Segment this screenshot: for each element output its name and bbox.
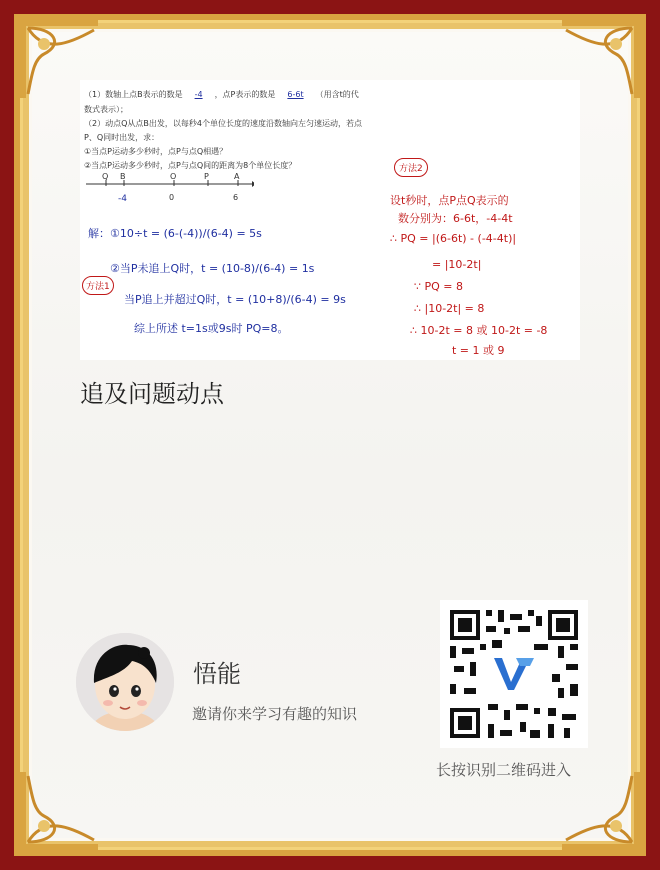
method-2-line-1: 设t秒时，点P点Q表示的 — [390, 194, 509, 207]
nl-label-b: B — [120, 172, 126, 181]
method-2-line-4: = |10-2t| — [432, 258, 482, 271]
qr-code[interactable] — [440, 600, 588, 748]
method-2-line-2: 数分别为：6-6t，-4-4t — [398, 212, 513, 225]
nl-label-p: P — [204, 172, 209, 181]
nl-value-b: -4 — [118, 194, 127, 204]
method-1-label: 方法1 — [82, 276, 114, 295]
problem-line-5: ①当点P运动多少秒时，点P与点Q相遇？ — [84, 147, 228, 156]
method-2-label: 方法2 — [394, 158, 428, 177]
solution-step-1: 解：①10÷t = (6-(-4))/(6-4) = 5s — [88, 227, 262, 240]
method-2-line-6: ∴ |10-2t| = 8 — [414, 302, 485, 315]
lesson-title: 追及问题动点 — [80, 380, 224, 408]
nl-label-a: A — [234, 172, 240, 181]
problem-line-6: ②当点P运动多少秒时，点P与点Q间的距离为8个单位长度？ — [84, 161, 297, 170]
method-2-line-7: ∴ 10-2t = 8 或 10-2t = -8 — [410, 324, 548, 337]
author-name: 悟能 — [193, 660, 241, 688]
lesson-screenshot[interactable] — [80, 80, 580, 360]
invite-text: 邀请你来学习有趣的知识 — [192, 705, 358, 723]
nl-value-a: 6 — [233, 193, 239, 202]
solution-step-3: 当P追上并超过Q时，t = (10+8)/(6-4) = 9s — [124, 293, 346, 306]
problem-line-3: （2）动点Q从点B出发，以每秒4个单位长度的速度沿数轴向左匀速运动，若点 — [84, 119, 362, 128]
nl-label-q: Q — [102, 172, 109, 181]
nl-value-o: 0 — [169, 193, 175, 202]
problem-line-1: （1）数轴上点B表示的数是 -4 ，点P表示的数是 6-6t （用含t的代 — [84, 90, 359, 99]
qr-caption: 长按识别二维码进入 — [436, 761, 572, 779]
corner-ornament-icon — [14, 766, 104, 856]
method-2-line-5: ∵ PQ = 8 — [414, 280, 463, 293]
method-2-line-3: ∴ PQ = |(6-6t) - (-4-4t)| — [390, 232, 517, 245]
author-avatar[interactable] — [76, 633, 174, 731]
method-2-line-8: t = 1 或 9 — [452, 344, 505, 357]
solution-step-4: 综上所述 t=1s或9s时 PQ=8。 — [134, 322, 289, 335]
nl-label-o: O — [170, 172, 177, 181]
problem-line-4: P、Q同时出发，求： — [84, 133, 160, 142]
solution-step-2: ②当P未追上Q时，t = (10-8)/(6-4) = 1s — [110, 262, 315, 275]
problem-line-2: 数式表示）； — [84, 105, 128, 114]
